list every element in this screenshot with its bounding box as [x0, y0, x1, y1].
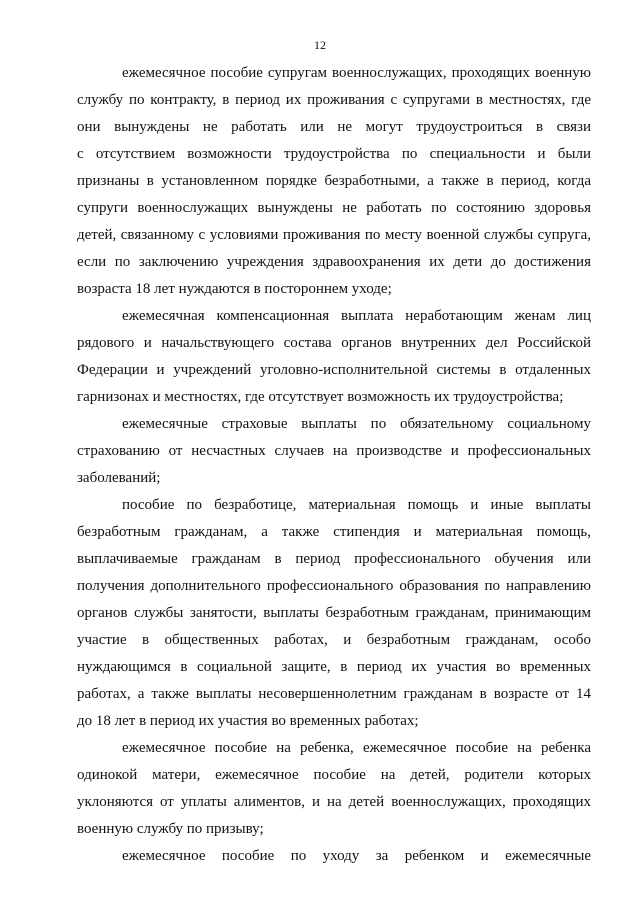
document-body — [77, 60, 591, 870]
text-line: с отсутствием возможности трудоустройства по специальности и были — [77, 146, 591, 162]
paragraph-2 — [77, 303, 591, 411]
text-line: органов службы занятости, выплаты безработным гражданам, принимающим — [77, 605, 591, 621]
text-line: заболеваний; — [77, 470, 161, 486]
page-number: 12 — [314, 38, 326, 52]
text-line: получения дополнительного профессионального образования по направлению — [77, 578, 591, 594]
text-line: уклоняются от уплаты алиментов, и на детей военнослужащих, проходящих — [77, 794, 591, 810]
text-line: супруги военнослужащих вынуждены не работать по состоянию здоровья — [77, 200, 591, 216]
text-line: до 18 лет в период их участия во временных работах; — [77, 713, 419, 729]
paragraph-1 — [77, 60, 591, 303]
text-line: гарнизонах и местностях, где отсутствует возможность их трудоустройства; — [77, 389, 564, 405]
text-line: Федерации и учреждений уголовно-исполнительной системы в отдаленных — [77, 362, 591, 378]
text-line: детей, связанному с условиями проживания по месту военной службы супруга, — [77, 227, 591, 243]
text-line: ежемесячные страховые выплаты по обязательному социальному — [122, 416, 591, 432]
text-line: нуждающимся в социальной защите, в период их участия во временных — [77, 659, 591, 675]
text-line: признаны в установленном порядке безработными, а также в период, когда — [77, 173, 591, 189]
text-line: участие в общественных работах, и безработным гражданам, особо — [77, 632, 591, 648]
text-line: они вынуждены не работать или не могут трудоустроиться в связи — [77, 119, 591, 135]
text-line: возраста 18 лет нуждаются в постороннем уходе; — [77, 281, 392, 297]
text-line: службу по контракту, в период их проживания с супругами в местностях, где — [77, 92, 591, 108]
text-line: пособие по безработице, материальная помощь и иные выплаты — [122, 497, 591, 513]
text-line: ежемесячное пособие по уходу за ребенком и ежемесячные — [122, 848, 591, 864]
paragraph-5 — [77, 735, 591, 843]
text-line: выплачиваемые гражданам в период профессионального обучения или — [77, 551, 591, 567]
paragraph-6 — [77, 843, 591, 870]
text-line: если по заключению учреждения здравоохранения их дети до достижения — [77, 254, 591, 270]
text-line: военную службу по призыву; — [77, 821, 264, 837]
text-line: одинокой матери, ежемесячное пособие на детей, родители которых — [77, 767, 591, 783]
paragraph-4 — [77, 492, 591, 735]
text-line: страхованию от несчастных случаев на производстве и профессиональных — [77, 443, 591, 459]
text-line: рядового и начальствующего состава органов внутренних дел Российской — [77, 335, 591, 351]
text-line: безработным гражданам, а также стипендия и материальная помощь, — [77, 524, 591, 540]
text-line: ежемесячное пособие супругам военнослужащих, проходящих военную — [122, 65, 591, 81]
paragraph-3 — [77, 411, 591, 492]
text-line: ежемесячная компенсационная выплата неработающим женам лиц — [122, 308, 591, 324]
text-line: работах, а также выплаты несовершеннолетним гражданам в возрасте от 14 — [77, 686, 591, 702]
text-line: ежемесячное пособие на ребенка, ежемесячное пособие на ребенка — [122, 740, 591, 756]
